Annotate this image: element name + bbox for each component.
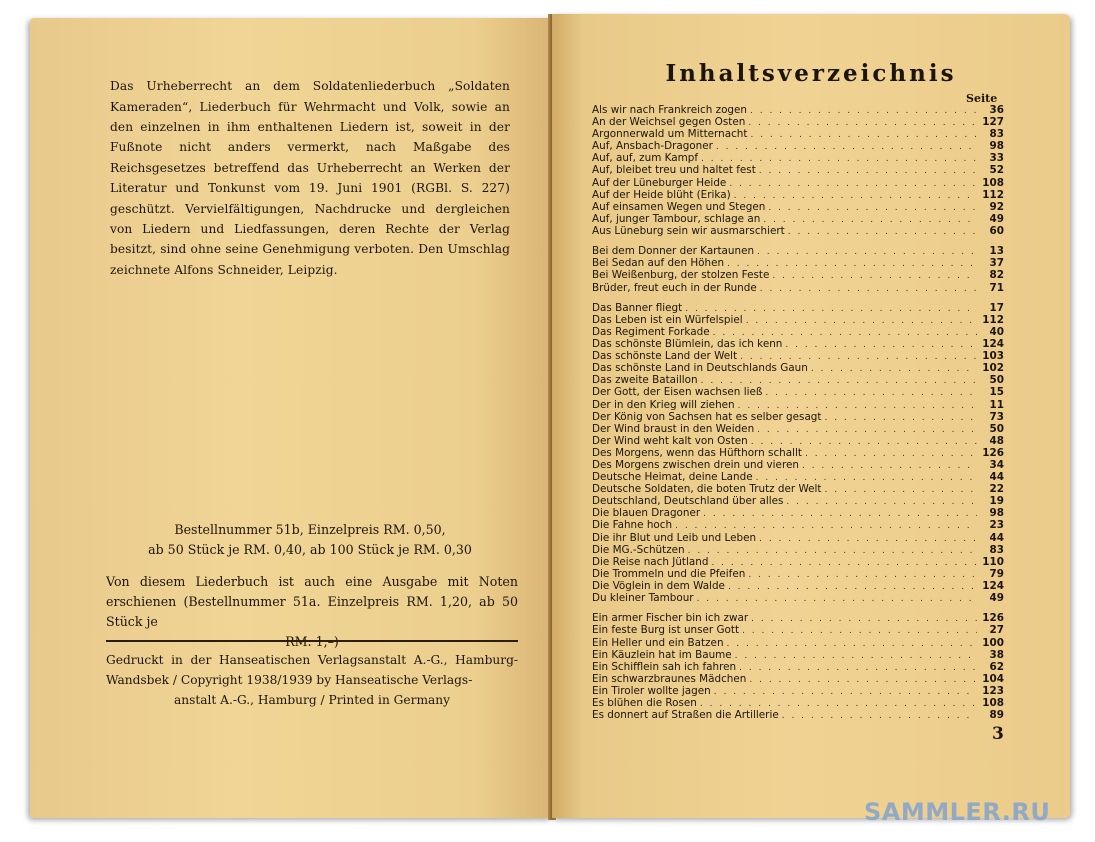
toc-entry-title: Argonnerwald um Mitternacht xyxy=(592,128,748,141)
toc-entry-title: Die Trommeln und die Pfeifen xyxy=(592,567,746,580)
toc-entry xyxy=(592,282,1004,294)
toc-entry-title: Das Regiment Forkade xyxy=(592,325,710,338)
toc-entry-title: Deutsche Soldaten, die boten Trutz der Welt xyxy=(592,483,822,496)
toc-entry xyxy=(592,140,1004,152)
toc-leader-dots xyxy=(760,283,977,295)
toc-entry-title: Die MG.-Schützen xyxy=(592,543,685,556)
toc-entry-page: 15 xyxy=(989,386,1004,399)
toc-leader-dots xyxy=(750,129,977,141)
toc-entry-page: 40 xyxy=(989,325,1004,338)
toc-entry-title: Des Morgens zwischen drein und vieren xyxy=(592,459,799,471)
toc-entry-title: Deutsche Heimat, deine Lande xyxy=(592,471,753,484)
toc-leader-dots xyxy=(757,424,977,436)
toc-leader-dots xyxy=(711,557,977,569)
toc-entry-title: Deutschland, Deutschland über alles xyxy=(592,495,784,508)
toc-entry xyxy=(592,580,1004,592)
table-of-contents xyxy=(592,104,1004,729)
toc-entry xyxy=(592,201,1004,213)
toc-entry xyxy=(592,152,1004,164)
toc-entry-title: Die Reise nach Jütland xyxy=(592,555,709,568)
toc-entry-title: Das Banner fliegt xyxy=(592,301,683,314)
toc-entry-page: 36 xyxy=(989,104,1004,116)
toc-entry xyxy=(592,245,1004,257)
right-page xyxy=(552,14,1070,818)
toc-entry-page: 82 xyxy=(989,269,1004,282)
toc-entry xyxy=(592,519,1004,531)
toc-entry-title: Der König von Sachsen hat es selber gesagt xyxy=(592,410,822,423)
toc-leader-dots xyxy=(735,650,977,662)
toc-entry-page: 33 xyxy=(989,152,1004,165)
toc-entry-title: Als wir nach Frankreich zogen xyxy=(592,104,747,116)
toc-entry-title: Ein feste Burg ist unser Gott xyxy=(592,624,740,637)
toc-entry-title: Der Wind braust in den Weiden xyxy=(592,422,755,435)
toc-entry-page: 71 xyxy=(989,281,1004,294)
toc-entry-title: Bei dem Donner der Kartaunen xyxy=(592,245,755,258)
toc-leader-dots xyxy=(749,674,977,686)
toc-entry-page: 112 xyxy=(982,188,1004,201)
toc-entry-page: 83 xyxy=(989,543,1004,556)
toc-leader-dots xyxy=(772,270,977,282)
toc-title: Inhaltsverzeichnis xyxy=(665,60,957,87)
toc-leader-dots xyxy=(825,484,978,496)
toc-entry xyxy=(592,637,1004,649)
toc-entry-page: 104 xyxy=(982,672,1004,685)
toc-leader-dots xyxy=(697,593,977,605)
toc-leader-dots xyxy=(727,638,977,650)
toc-group xyxy=(592,612,1004,721)
toc-entry xyxy=(592,483,1004,495)
toc-entry-page: 100 xyxy=(982,636,1004,649)
toc-entry-title: Auf der Lüneburger Heide xyxy=(592,176,727,189)
toc-entry-title: Der Gott, der Eisen wachsen ließ xyxy=(592,386,763,399)
toc-leader-dots xyxy=(802,460,977,472)
toc-entry xyxy=(592,495,1004,507)
toc-entry xyxy=(592,435,1004,447)
toc-entry-title: Ein Käuzlein hat im Baume xyxy=(592,648,732,661)
toc-entry-title: Das schönste Land in Deutschlands Gaun xyxy=(592,362,808,375)
order-info xyxy=(90,520,530,560)
toc-entry xyxy=(592,624,1004,636)
toc-entry-title: Des Morgens, wenn das Hüfthorn schallt xyxy=(592,446,802,459)
toc-entry-title: Auf einsamen Wegen und Stegen xyxy=(592,200,766,213)
toc-entry-page: 49 xyxy=(989,592,1004,605)
toc-entry-page: 103 xyxy=(982,350,1004,363)
imprint xyxy=(106,650,518,710)
toc-entry xyxy=(592,314,1004,326)
noten-text: Von diesem Liederbuch ist auch eine Ausgabe mit Noten erschienen (Bestellnummer 51a. Einzelpreis RM. 1,20, ab 50 Stück je xyxy=(106,574,518,629)
toc-entry xyxy=(592,709,1004,721)
toc-entry xyxy=(592,556,1004,568)
toc-entry-title: Auf, junger Tambour, schlage an xyxy=(592,212,761,225)
toc-entry-page: 102 xyxy=(982,362,1004,375)
toc-entry-page: 37 xyxy=(989,257,1004,270)
toc-entry xyxy=(592,225,1004,237)
toc-entry-title: Auf, bleibet treu und haltet fest xyxy=(592,164,756,177)
toc-entry-title: Der in den Krieg will ziehen xyxy=(592,398,735,411)
toc-leader-dots xyxy=(763,214,977,226)
toc-entry-page: 123 xyxy=(982,684,1004,697)
toc-entry-page: 79 xyxy=(989,567,1004,580)
toc-entry-page: 49 xyxy=(989,212,1004,225)
toc-entry-page: 19 xyxy=(989,495,1004,508)
toc-entry xyxy=(592,673,1004,685)
toc-entry xyxy=(592,362,1004,374)
toc-leader-dots xyxy=(768,202,977,214)
order-line-1: Bestellnummer 51b, Einzelpreis RM. 0,50, xyxy=(174,522,446,537)
toc-entry-title: Die Fahne hoch xyxy=(592,519,673,532)
toc-entry xyxy=(592,411,1004,423)
toc-entry xyxy=(592,302,1004,314)
toc-entry-page: 108 xyxy=(982,176,1004,189)
toc-entry-page: 38 xyxy=(989,648,1004,661)
toc-entry-page: 34 xyxy=(989,459,1004,471)
toc-leader-dots xyxy=(716,141,977,153)
toc-entry-page: 124 xyxy=(982,579,1004,592)
toc-entry xyxy=(592,459,1004,471)
toc-entry-page: 48 xyxy=(989,434,1004,447)
toc-entry xyxy=(592,189,1004,201)
toc-leader-dots xyxy=(786,496,977,508)
imprint-text: Gedruckt in der Hanseatischen Verlagsanstalt A.-G., Hamburg-Wandsbek / Copyright 1938/1939 by Hanseatische Verlags- xyxy=(106,653,518,687)
toc-entry-page: 110 xyxy=(982,555,1004,568)
toc-entry-title: Das zweite Bataillon xyxy=(592,374,698,387)
toc-entry-page: 11 xyxy=(989,398,1004,411)
noten-text-last: RM. 1,–) xyxy=(285,634,339,649)
toc-entry-title: Es blühen die Rosen xyxy=(592,696,697,709)
toc-entry xyxy=(592,612,1004,624)
toc-entry-page: 60 xyxy=(989,224,1004,237)
toc-entry-page: 27 xyxy=(989,624,1004,637)
toc-entry-title: Ein Tiroler wollte jagen xyxy=(592,684,711,697)
toc-entry xyxy=(592,386,1004,398)
toc-leader-dots xyxy=(750,105,977,117)
toc-entry-page: 17 xyxy=(989,301,1004,314)
toc-entry-page: 127 xyxy=(982,116,1004,129)
toc-entry xyxy=(592,213,1004,225)
toc-entry-title: Auf, Ansbach-Dragoner xyxy=(592,140,713,153)
toc-entry xyxy=(592,649,1004,661)
toc-entry-page: 23 xyxy=(989,519,1004,532)
toc-leader-dots xyxy=(742,625,977,637)
toc-entry-title: Das Leben ist ein Würfelspiel xyxy=(592,313,743,326)
toc-entry xyxy=(592,661,1004,673)
toc-entry-title: Es donnert auf Straßen die Artillerie xyxy=(592,709,779,722)
toc-entry xyxy=(592,269,1004,281)
toc-leader-dots xyxy=(714,686,977,698)
toc-entry-title: Das schönste Blümlein, das ich kenn xyxy=(592,338,783,351)
toc-entry-page: 52 xyxy=(989,164,1004,177)
toc-leader-dots xyxy=(688,545,977,557)
left-page xyxy=(30,18,552,818)
toc-leader-dots xyxy=(788,226,977,238)
toc-entry-page: 124 xyxy=(982,338,1004,351)
toc-entry xyxy=(592,697,1004,709)
toc-leader-dots xyxy=(782,710,977,722)
toc-leader-dots xyxy=(759,533,977,545)
toc-entry-title: Du kleiner Tambour xyxy=(592,592,694,605)
toc-entry-page: 73 xyxy=(989,410,1004,423)
toc-leader-dots xyxy=(728,581,977,593)
toc-entry-page: 44 xyxy=(989,471,1004,484)
toc-entry xyxy=(592,326,1004,338)
toc-entry-title: Bei Sedan auf den Höhen xyxy=(592,257,725,270)
toc-entry-page: 98 xyxy=(989,140,1004,153)
toc-entry-page: 108 xyxy=(982,696,1004,709)
toc-entry-title: Ein Heller und ein Batzen xyxy=(592,636,724,649)
toc-entry-page: 50 xyxy=(989,374,1004,387)
toc-entry xyxy=(592,257,1004,269)
toc-entry-title: Die ihr Blut und Leib und Leben xyxy=(592,531,757,544)
toc-entry-title: Das schönste Land der Welt xyxy=(592,350,738,363)
toc-entry-title: An der Weichsel gegen Osten xyxy=(592,116,746,129)
toc-entry-page: 50 xyxy=(989,422,1004,435)
toc-entry xyxy=(592,507,1004,519)
toc-entry-title: Aus Lüneburg sein wir ausmarschiert xyxy=(592,224,785,237)
toc-entry-page: 112 xyxy=(982,313,1004,326)
toc-entry xyxy=(592,116,1004,128)
toc-entry-title: Die blauen Dragoner xyxy=(592,507,701,520)
toc-entry-page: 92 xyxy=(989,200,1004,213)
toc-leader-dots xyxy=(751,613,977,625)
page-column-header: Seite xyxy=(966,92,998,105)
toc-leader-dots xyxy=(748,569,977,581)
toc-entry xyxy=(592,164,1004,176)
toc-entry-page: 89 xyxy=(989,709,1004,722)
toc-leader-dots xyxy=(785,339,977,351)
toc-entry-title: Ein schwarzbraunes Mädchen xyxy=(592,672,747,685)
toc-entry xyxy=(592,177,1004,189)
toc-leader-dots xyxy=(765,387,977,399)
toc-entry xyxy=(592,568,1004,580)
toc-entry xyxy=(592,423,1004,435)
toc-entry xyxy=(592,532,1004,544)
toc-leader-dots xyxy=(748,117,977,129)
toc-leader-dots xyxy=(824,412,977,424)
toc-entry-title: Ein Schifflein sah ich fahren xyxy=(592,660,737,673)
order-line-2: ab 50 Stück je RM. 0,40, ab 100 Stück je RM. 0,30 xyxy=(148,542,472,557)
toc-entry-page: 83 xyxy=(989,128,1004,141)
toc-leader-dots xyxy=(757,246,977,258)
page-number: 3 xyxy=(992,724,1004,744)
toc-group xyxy=(592,302,1004,604)
watermark: SAMMLER.RU xyxy=(864,798,1051,826)
toc-entry-title: Die Vöglein in dem Walde xyxy=(592,579,725,592)
toc-leader-dots xyxy=(805,448,977,460)
toc-entry-page: 62 xyxy=(989,660,1004,673)
toc-entry-page: 126 xyxy=(982,446,1004,459)
toc-entry-page: 98 xyxy=(989,507,1004,520)
toc-group xyxy=(592,245,1004,293)
copyright-notice: Das Urheberrecht an dem Soldatenliederbuch „Soldaten Kameraden“, Liederbuch für Wehrmacht und Volk, sowie an den einzelnen in ihm enthaltenen Liedern ist, soweit in der Fußnote nicht anders vermerkt, nach Maßgabe des Reichsgesetzes betreffend das Urheberrecht an Werken der Literatur und Tonkunst vom 19. Juni 1901 (RGBl. S. 227) geschützt. Vervielfältigungen, Nachdrucke und dergleichen von Liedern und Liedfassungen, deren Rechte der Verlag besitzt, sind ohne seine Genehmigung verboten. Den Umschlag zeichnete Alfons Schneider, Leipzig. xyxy=(110,79,510,277)
toc-entry-title: Bei Weißenburg, der stolzen Feste xyxy=(592,269,770,282)
toc-leader-dots xyxy=(734,190,977,202)
toc-leader-dots xyxy=(759,165,977,177)
toc-entry-page: 22 xyxy=(989,483,1004,496)
toc-entry-title: Der Wind weht kalt von Osten xyxy=(592,434,748,447)
toc-entry-title: Auf der Heide blüht (Erika) xyxy=(592,188,731,201)
toc-entry xyxy=(592,338,1004,350)
toc-leader-dots xyxy=(746,315,977,327)
toc-entry xyxy=(592,447,1004,459)
toc-entry xyxy=(592,350,1004,362)
toc-entry xyxy=(592,104,1004,116)
toc-entry-page: 13 xyxy=(989,245,1004,258)
toc-leader-dots xyxy=(703,508,977,520)
toc-entry xyxy=(592,128,1004,140)
toc-entry-title: Auf, auf, zum Kampf xyxy=(592,152,699,165)
toc-leader-dots xyxy=(811,363,977,375)
toc-entry xyxy=(592,399,1004,411)
toc-leader-dots xyxy=(739,662,977,674)
toc-leader-dots xyxy=(729,178,977,190)
toc-group xyxy=(592,104,1004,237)
toc-entry-page: 44 xyxy=(989,531,1004,544)
toc-entry-title: Brüder, freut euch in der Runde xyxy=(592,281,757,294)
toc-entry xyxy=(592,374,1004,386)
divider-rule xyxy=(106,640,518,642)
toc-entry-title: Ein armer Fischer bin ich zwar xyxy=(592,612,749,625)
toc-entry xyxy=(592,544,1004,556)
toc-entry xyxy=(592,685,1004,697)
toc-entry xyxy=(592,471,1004,483)
toc-entry-page: 126 xyxy=(982,612,1004,625)
imprint-text-last: anstalt A.-G., Hamburg / Printed in Germany xyxy=(173,693,450,707)
toc-entry xyxy=(592,592,1004,604)
